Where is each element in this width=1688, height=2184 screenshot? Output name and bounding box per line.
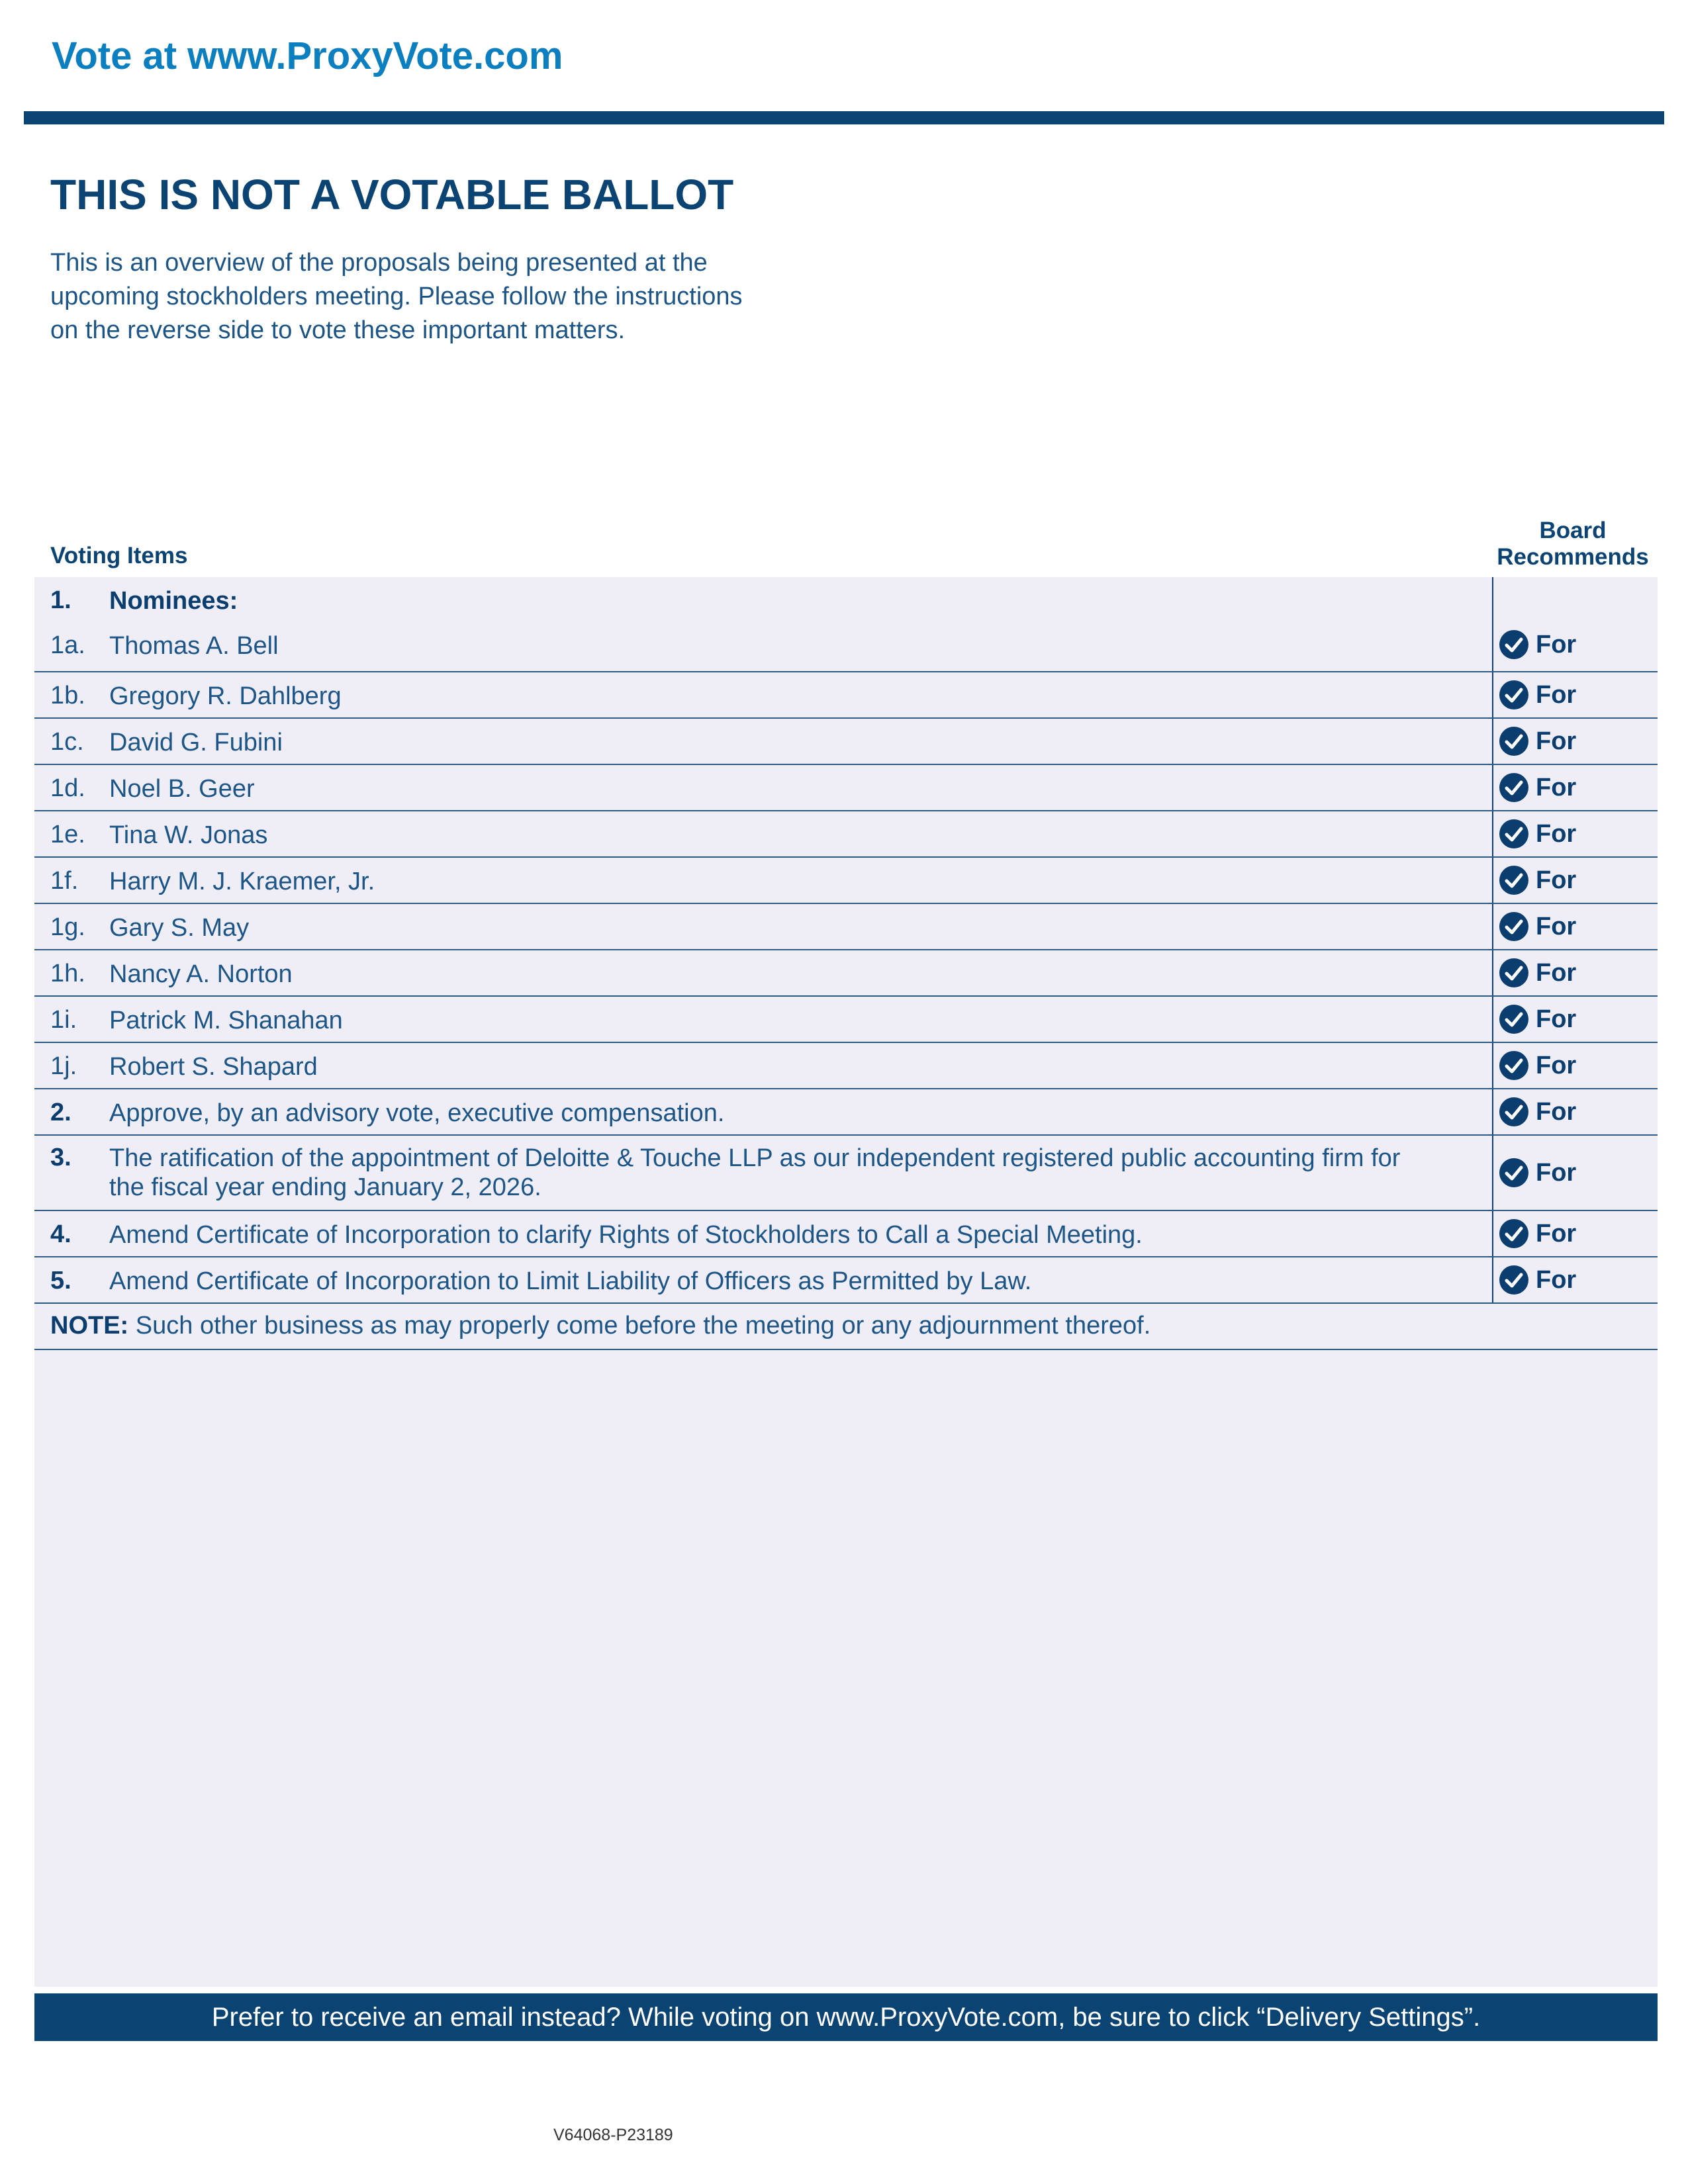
board-recommendation [1499,1265,1576,1295]
item-number: 3. [50,1144,71,1171]
check-circle-icon [1499,1050,1529,1081]
item-number: 1j. [50,1052,77,1080]
recommendation-label: For [1536,680,1577,709]
board-recommendation [1499,680,1576,710]
nominee-row [34,811,1658,858]
item-number: 1c. [50,728,84,756]
nominee-row [34,858,1658,904]
recommendation-label: For [1536,727,1577,755]
proposal-text [109,1267,1486,1296]
check-circle-icon [1499,680,1529,710]
nominee-name: Tina W. Jonas [109,821,268,849]
check-circle-icon [1499,1097,1529,1127]
board-recommendation [1499,726,1576,756]
nominee-row [34,765,1658,811]
recommendation-label: For [1536,1005,1577,1033]
voting-items-header: Voting Items [50,543,188,569]
check-circle-icon [1499,629,1529,660]
email-delivery-banner: Prefer to receive an email instead? While voting on www.ProxyVote.com, be sure to click “Delivery Settings”. [34,1993,1658,2041]
proposal-text-line: Amend Certificate of Incorporation to clarify Rights of Stockholders to Call a Special Meeting. [109,1221,1143,1249]
recommendation-label: For [1536,630,1577,659]
note-body: Such other business as may properly come before the meeting or any adjournment thereof. [128,1312,1151,1340]
intro-line: upcoming stockholders meeting. Please follow the instructions [50,283,743,310]
item-number: 1d. [50,774,85,802]
nominee-name: David G. Fubini [109,729,283,756]
item-number: 4. [50,1220,71,1248]
board-recommendation [1499,819,1576,849]
board-recommendation [1499,911,1576,942]
recommendation-label: For [1536,1051,1577,1079]
item-number: 1h. [50,960,85,987]
nominee-name: Noel B. Geer [109,775,255,803]
check-circle-icon [1499,958,1529,988]
nominee-row [34,1043,1658,1089]
check-circle-icon [1499,865,1529,895]
board-recommendation [1499,1218,1576,1249]
proposal-text-line: Amend Certificate of Incorporation to Limit Liability of Officers as Permitted by Law. [109,1267,1032,1295]
board-recommendation [1499,772,1576,803]
nominee-row [34,904,1658,950]
item-number: 1. [50,586,71,614]
nominee-name: Thomas A. Bell [109,632,279,660]
nominee-row [34,950,1658,997]
item-number: 1b. [50,682,85,709]
nominee-name: Harry M. J. Kraemer, Jr. [109,868,375,895]
item-number: 2. [50,1099,71,1126]
nominee-row [34,672,1658,719]
recommendation-label: For [1536,819,1577,848]
nominee-row [34,617,1658,672]
nominee-name: Nancy A. Norton [109,960,293,988]
proposal-text-line: The ratification of the appointment of Deloitte & Touche LLP as our independent registered public accounting firm for [109,1144,1401,1172]
board-recommendation [1499,1097,1576,1127]
check-circle-icon [1499,772,1529,803]
recommendation-label: For [1536,1158,1577,1187]
nominee-row [34,719,1658,765]
nominee-name: Patrick M. Shanahan [109,1007,343,1034]
note-row [34,1304,1658,1350]
item-number: 1a. [50,631,85,659]
note-text [50,1312,1150,1340]
item-text: Nominees: [109,587,238,615]
board-recommendation [1499,1004,1576,1034]
recommendation-label: For [1536,958,1577,987]
board-recommendation [1499,1050,1576,1081]
proposal-text [109,1099,1486,1128]
proposal-text [109,1144,1486,1202]
document-code: V64068-P23189 [553,2126,673,2144]
proposal-text-line: the fiscal year ending January 2, 2026. [109,1173,541,1201]
board-header-line: Board [1539,518,1607,543]
check-circle-icon [1499,911,1529,942]
nominee-name: Robert S. Shapard [109,1053,318,1081]
item-number: 1e. [50,821,85,848]
check-circle-icon [1499,1265,1529,1295]
intro-paragraph [50,246,818,347]
check-circle-icon [1499,819,1529,849]
recommendation-label: For [1536,866,1577,894]
check-circle-icon [1499,1158,1529,1188]
note-label: NOTE: [50,1312,129,1340]
proposal-text [109,1220,1486,1250]
item-number: 1i. [50,1006,77,1034]
proposal-text-line: Approve, by an advisory vote, executive compensation. [109,1099,725,1127]
intro-line: on the reverse side to vote these important matters. [50,316,626,344]
item-number: 1f. [50,867,79,895]
board-recommendation [1499,958,1576,988]
recommendation-label: For [1536,912,1577,940]
recommendation-label: For [1536,1265,1577,1294]
check-circle-icon [1499,1004,1529,1034]
check-circle-icon [1499,726,1529,756]
proposal-row [34,1089,1658,1136]
item-number: 1g. [50,913,85,941]
vote-link[interactable]: Vote at www.ProxyVote.com [52,34,563,77]
board-recommendation [1499,865,1576,895]
check-circle-icon [1499,1218,1529,1249]
item-number: 5. [50,1267,71,1295]
board-recommendation [1499,629,1576,660]
header-divider [24,111,1664,124]
intro-line: This is an overview of the proposals being presented at the [50,249,708,277]
board-recommendation [1499,1158,1576,1188]
nominee-name: Gregory R. Dahlberg [109,682,342,710]
proposal-row [34,1257,1658,1304]
recommendation-label: For [1536,773,1577,801]
board-header-line: Recommends [1497,544,1649,570]
recommendation-label: For [1536,1097,1577,1126]
proposal-row [34,1136,1658,1211]
nominees-heading-row [34,577,1658,617]
nominee-row [34,997,1658,1043]
page-title: THIS IS NOT A VOTABLE BALLOT [50,171,734,218]
nominee-name: Gary S. May [109,914,250,942]
recommendation-label: For [1536,1219,1577,1248]
board-recommends-header [1492,518,1654,570]
proposal-row [34,1211,1658,1257]
